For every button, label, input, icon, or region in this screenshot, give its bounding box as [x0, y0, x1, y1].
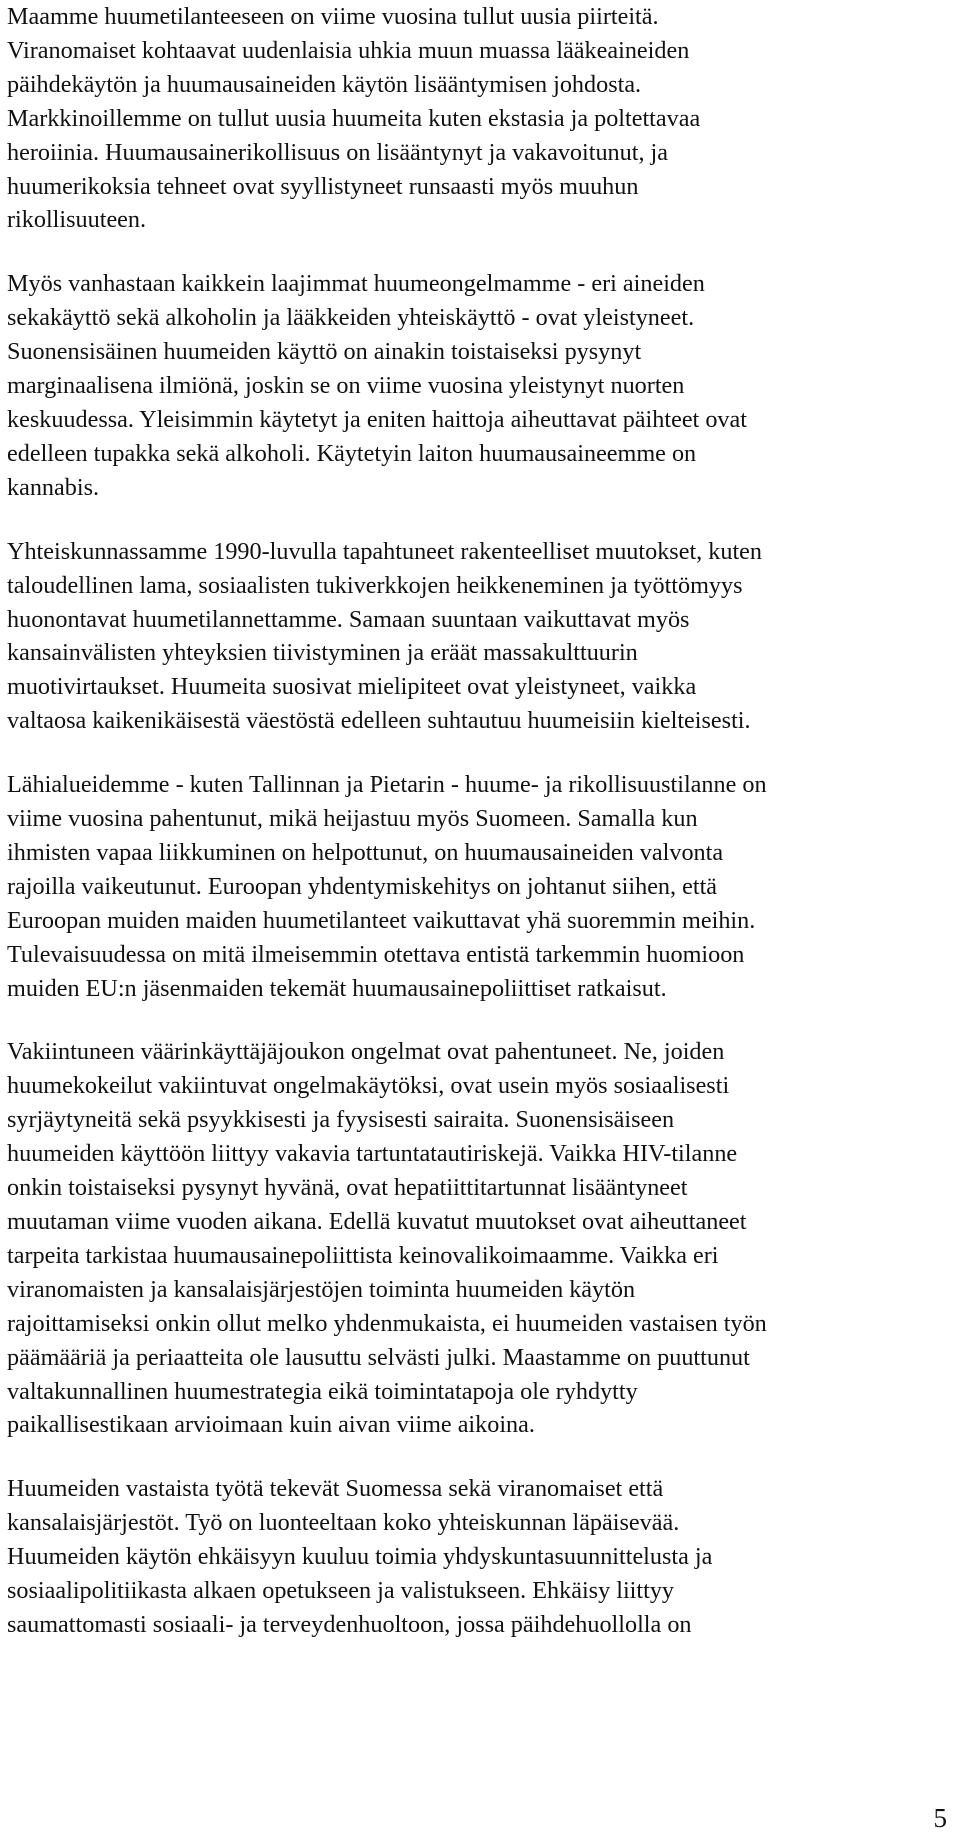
- paragraph-drug-situation: Maamme huumetilanteeseen on viime vuosina tullut uusia piirteitä. Viranomaiset kohtaavat uudenlaisia uhkia muun muassa lääkeaineiden päihdekäytön ja huumausaineiden käytön lisääntymisen johdosta. Markkinoillemme on tullut uusia huumeita kuten ekstasia ja poltettavaa heroiinia. Huumausainerikollisuus on lisääntynyt ja vakavoitunut, ja huumerikoksia tehneet ovat syyllistyneet runsaasti myös muuhun rikollisuuteen.: [7, 3, 701, 234]
- document-page: [7, 0, 947, 1672]
- paragraph-anti-drug-work: Huumeiden vastaista työtä tekevät Suomessa sekä viranomaiset että kansalaisjärjestöt. Työ on luonteeltaan koko yhteiskunnan läpäisevää. Huumeiden käytön ehkäisyyn kuuluu toimia yhdyskuntasuunnittelusta ja sosiaalipolitiikasta alkaen opetukseen ja valistukseen. Ehkäisy liittyy saumattomasti sosiaali- ja terveydenhuoltoon, jossa päihdehuollolla on: [7, 1475, 713, 1638]
- page-number: 5: [933, 1803, 947, 1833]
- paragraph-structural-changes: Yhteiskunnassamme 1990-luvulla tapahtuneet rakenteelliset muutokset, kuten taloudellinen lama, sosiaalisten tukiverkkojen heikkeneminen ja työttömyys huonontavat huumetilannettamme. Samaan suuntaan vaikuttavat myös kansainvälisten yhteyksien tiivistyminen ja eräät massakulttuurin muotivirtaukset. Huumeita suosivat mielipiteet ovat yleistyneet, vaikka valtaosa kaikenikäisestä väestöstä edelleen suhtautuu huumeisiin kielteisesti.: [7, 537, 762, 735]
- paragraph-neighbouring-regions: Lähialueidemme - kuten Tallinnan ja Pietarin - huume- ja rikollisuustilanne on viime vuosina pahentunut, mikä heijastuu myös Suomeen. Samalla kun ihmisten vapaa liikkuminen on helpottunut, on huumausaineiden valvonta rajoilla vaikeutunut. Euroopan yhdentymiskehitys on johtanut siihen, että Euroopan muiden maiden huumetilanteet vaikuttavat yhä suoremmin meihin. Tulevaisuudessa on mitä ilmeisemmin otettava entistä tarkemmin huomioon muiden EU:n jäsenmaiden tekemät huumausainepoliittiset ratkaisut.: [7, 771, 767, 1002]
- paragraph-established-users: Vakiintuneen väärinkäyttäjäjoukon ongelmat ovat pahentuneet. Ne, joiden huumekokeilut vakiintuvat ongelmakäytöksi, ovat usein myös sosiaalisesti syrjäytyneitä sekä psyykkisesti ja fyysisesti sairaita. Suonensisäiseen huumeiden käyttöön liittyy vakavia tartuntatautiriskejä. Vaikka HIV-tilanne onkin toistaiseksi pysynyt hyvänä, ovat hepatiittitartunnat lisääntyneet muutaman viime vuoden aikana. Edellä kuvatut muutokset ovat aiheuttaneet tarpeita tarkistaa huumausainepoliittista keinovalikoimaamme. Vaikka eri viranomaisten ja kansalaisjärjestöjen toiminta huumeiden käytön rajoittamiseksi onkin ollut melko yhdenmukaista, ei huumeiden vastaisen työn päämääriä ja periaatteita ole lausuttu selvästi julki. Maastamme on puuttunut valtakunnallinen huumestrategia eikä toimintatapoja ole ryhdytty paikallisestikaan arvioimaan kuin aivan viime aikoina.: [7, 1038, 767, 1439]
- paragraph-mixed-use: Myös vanhastaan kaikkein laajimmat huumeongelmamme - eri aineiden sekakäyttö sekä alkoholin ja lääkkeiden yhteiskäyttö - ovat yleistyneet. Suonensisäinen huumeiden käyttö on ainakin toistaiseksi pysynyt marginaalisena ilmiönä, joskin se on viime vuosina yleistynyt nuorten keskuudessa. Yleisimmin käytetyt ja eniten haittoja aiheuttavat päihteet ovat edelleen tupakka sekä alkoholi. Käytetyin laiton huumausaineemme on kannabis.: [7, 270, 747, 501]
